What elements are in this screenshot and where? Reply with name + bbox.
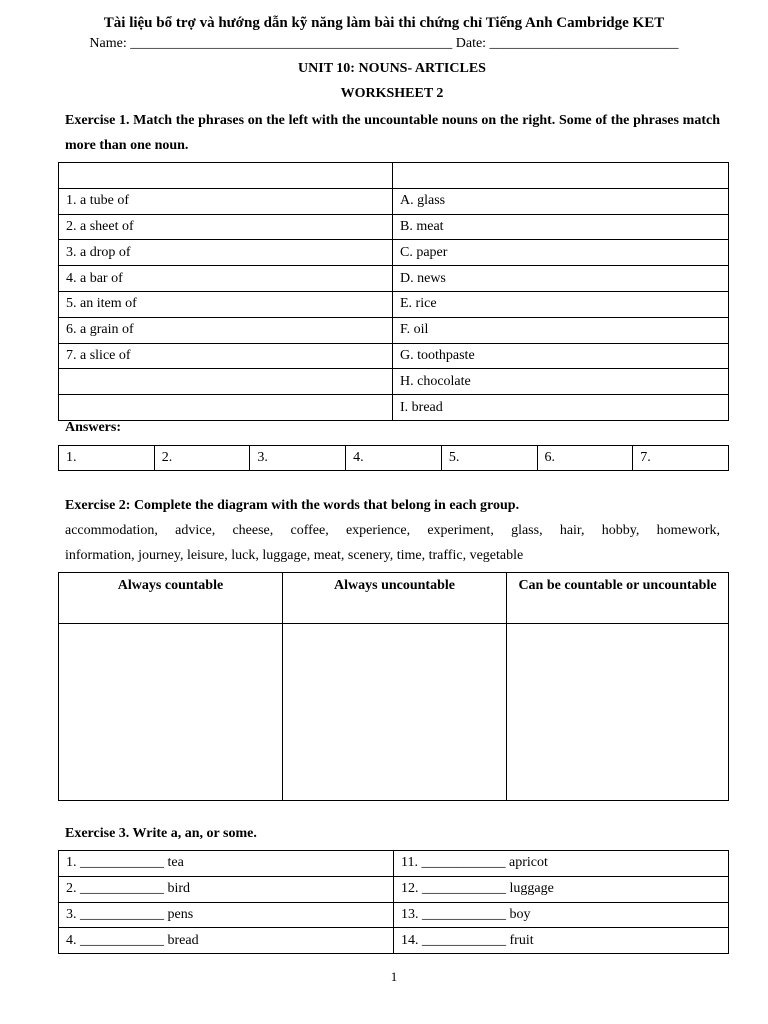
right-cell [393,163,729,189]
left-cell: 6. a grain of [59,317,393,343]
answer-cell[interactable]: 2. [154,446,250,471]
left-cell [59,163,393,189]
table-row [59,214,729,240]
answer-area-always-uncountable[interactable] [283,624,507,801]
exercise2-word-list-line-2: information, journey, leisure, luck, luggage, meat, scenery, time, traffic, vegetable [65,548,524,563]
left-cell[interactable]: 4. ____________ bread [59,928,394,954]
table-row [59,240,729,266]
right-cell: F. oil [393,317,729,343]
right-cell: H. chocolate [393,369,729,395]
left-cell [59,395,393,421]
right-cell: C. paper [393,240,729,266]
right-cell: G. toothpaste [393,343,729,369]
exercise2-word-list-line-1: accommodation, advice, cheese, coffee, experience, experiment, glass, hair, hobby, homework, [65,523,720,538]
table-row [59,369,729,395]
answer-cell[interactable]: 1. [59,446,155,471]
table-row [59,163,729,189]
table-row [59,446,729,471]
table-row [59,291,729,317]
exercise3-table [58,850,729,954]
exercise2-diagram-table [58,572,729,801]
table-row [59,266,729,292]
left-cell[interactable]: 1. ____________ tea [59,851,394,877]
table-header-row [59,573,729,624]
table-row [59,876,729,902]
left-cell: 5. an item of [59,291,393,317]
right-cell: E. rice [393,291,729,317]
right-cell[interactable]: 12. ____________ luggage [394,876,729,902]
table-row [59,343,729,369]
answers-label: Answers: [65,420,121,435]
table-row [59,851,729,877]
answer-cell[interactable]: 4. [346,446,442,471]
table-row [59,188,729,214]
answer-area-always-countable[interactable] [59,624,283,801]
right-cell[interactable]: 13. ____________ boy [394,902,729,928]
exercise2-instruction: Exercise 2: Complete the diagram with the words that belong in each group. [65,498,520,513]
right-cell: D. news [393,266,729,292]
answer-area-countable-or-uncountable[interactable] [507,624,729,801]
document-header-title: Tài liệu bổ trợ và hướng dẫn kỹ năng làm bài thi chứng chỉ Tiếng Anh Cambridge KET [103,15,665,31]
table-row [59,902,729,928]
name-date-line: Name: ______________________________________________ Date: ___________________________ [89,36,679,51]
table-row [59,928,729,954]
column-header-countable-or-uncountable: Can be countable or uncountable [507,573,729,624]
left-cell [59,369,393,395]
answer-cell[interactable]: 6. [537,446,633,471]
right-cell[interactable]: 14. ____________ fruit [394,928,729,954]
page-number: 1 [390,969,398,984]
column-header-always-uncountable: Always uncountable [283,573,507,624]
right-cell: I. bread [393,395,729,421]
answer-cell[interactable]: 3. [250,446,346,471]
right-cell[interactable]: 11. ____________ apricot [394,851,729,877]
left-cell: 1. a tube of [59,188,393,214]
left-cell: 3. a drop of [59,240,393,266]
answer-cell[interactable]: 7. [633,446,729,471]
worksheet-title: WORKSHEET 2 [340,86,444,101]
left-cell: 7. a slice of [59,343,393,369]
left-cell: 4. a bar of [59,266,393,292]
left-cell[interactable]: 3. ____________ pens [59,902,394,928]
answer-cell[interactable]: 5. [441,446,537,471]
table-row [59,317,729,343]
left-cell[interactable]: 2. ____________ bird [59,876,394,902]
exercise3-instruction: Exercise 3. Write a, an, or some. [65,826,257,841]
table-row [59,624,729,801]
table-row [59,395,729,421]
right-cell: B. meat [393,214,729,240]
right-cell: A. glass [393,188,729,214]
column-header-always-countable: Always countable [59,573,283,624]
exercise1-instruction: Exercise 1. Match the phrases on the left with the uncountable nouns on the right. Some of the phrases match more than one noun. [65,113,720,153]
left-cell: 2. a sheet of [59,214,393,240]
unit-title: UNIT 10: NOUNS- ARTICLES [298,61,486,76]
exercise1-match-table [58,162,729,421]
answers-table [58,445,729,471]
